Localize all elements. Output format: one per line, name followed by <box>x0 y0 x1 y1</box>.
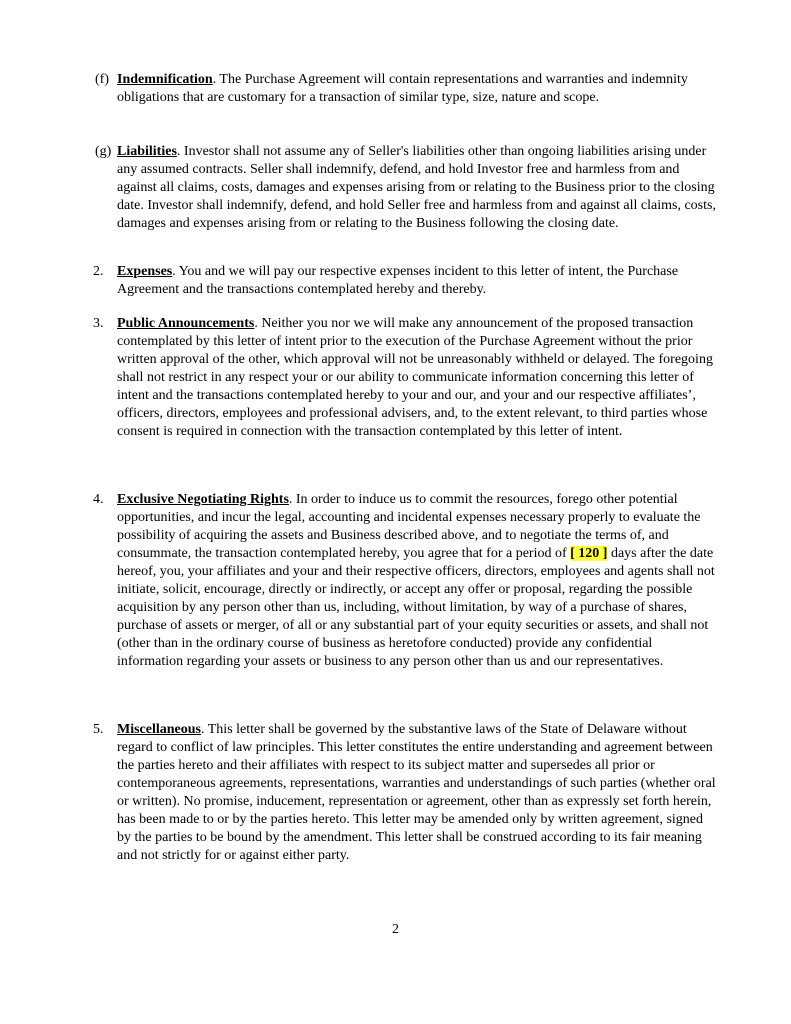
section-miscellaneous <box>117 721 717 865</box>
section-heading: Miscellaneous <box>117 722 201 737</box>
page-number: 2 <box>392 922 399 937</box>
section-body: . Investor shall not assume any of Seller's liabilities other than ongoing liabilities arising under any assumed contracts. Seller shall indemnify, defend, and hold Investor free and harmless from and against all claims, costs, damages and expenses arising from or relating to the Business prior to the closing date. Investor shall indemnify, defend, and hold Seller free and harmless from and against all claims, costs, damages and expenses arising from or relating to the Business following the closing date. <box>117 144 716 231</box>
section-body: . The Purchase Agreement will contain representations and warranties and indemnity obligations that are customary for a transaction of similar type, size, nature and scope. <box>117 72 688 105</box>
section-heading: Indemnification <box>117 72 213 87</box>
section-body: . You and we will pay our respective expenses incident to this letter of intent, the Purchase Agreement and the transactions contemplated hereby and thereby. <box>117 264 679 297</box>
section-marker-5: 5. <box>93 722 104 737</box>
section-expenses <box>117 263 717 299</box>
section-exclusive-negotiating-rights <box>117 491 717 671</box>
section-body-after: days after the date hereof, you, your affiliates and your and their respective officers, directors, employees and agents shall not initiate, solicit, encourage, directly or indirectly, or accept any offer or proposal, regarding the possible acquisition by any person other than us, including, without limitation, by way of a purchase of shares, purchase of assets or merger, of all or any substantial part of your equity securities or assets, and shall not (other than in the ordinary course of business as heretofore conducted) provide any confidential information regarding your assets or business to any person other than us and our representatives. <box>117 546 715 669</box>
section-marker-g: (g) <box>95 144 112 159</box>
section-heading: Exclusive Negotiating Rights <box>117 492 289 507</box>
section-body-before: . In order to induce us to commit the resources, forego other potential opportunities, and incur the legal, accounting and incidental expenses necessary properly to evaluate the possibility of acquiring the assets and Business described above, and to negotiate the terms of, and consummate, the transaction contemplated hereby, you agree that for a period of <box>117 492 701 561</box>
section-heading: Liabilities <box>117 144 177 159</box>
period-highlight: [ 120 ] <box>570 546 608 561</box>
section-body: . This letter shall be governed by the substantive laws of the State of Delaware without regard to conflict of law principles. This letter constitutes the entire understanding and agreement between the parties hereto and their affiliates with respect to its subject matter and supersedes all prior or contemporaneous agreements, representations, warranties and understandings of such parties (whether oral or written). No promise, inducement, representation or agreement, other than as expressly set forth herein, has been made to or by the parties hereto. This letter may be amended only by written agreement, signed by the parties to be bound by the amendment. This letter shall be construed according to its fair meaning and not strictly for or against either party. <box>117 722 716 863</box>
section-marker-3: 3. <box>93 316 104 331</box>
section-marker-f: (f) <box>95 72 109 87</box>
section-liabilities <box>117 143 717 233</box>
section-indemnification <box>117 71 717 107</box>
section-body: . Neither you nor we will make any announcement of the proposed transaction contemplated by this letter of intent prior to the execution of the Purchase Agreement without the prior written approval of the other, which approval will not be unreasonably withheld or delayed. The foregoing shall not restrict in any respect your or our ability to communicate information concerning this letter of intent and the transactions contemplated hereby to your and our, and your and our respective affiliates’, officers, directors, employees and professional advisers, and, to the extent relevant, to third parties whose consent is required in connection with the transaction contemplated by this letter of intent. <box>117 316 713 439</box>
section-heading: Public Announcements <box>117 316 255 331</box>
section-marker-4: 4. <box>93 492 104 507</box>
section-heading: Expenses <box>117 264 173 279</box>
section-public-announcements <box>117 315 717 441</box>
section-marker-2: 2. <box>93 264 104 279</box>
